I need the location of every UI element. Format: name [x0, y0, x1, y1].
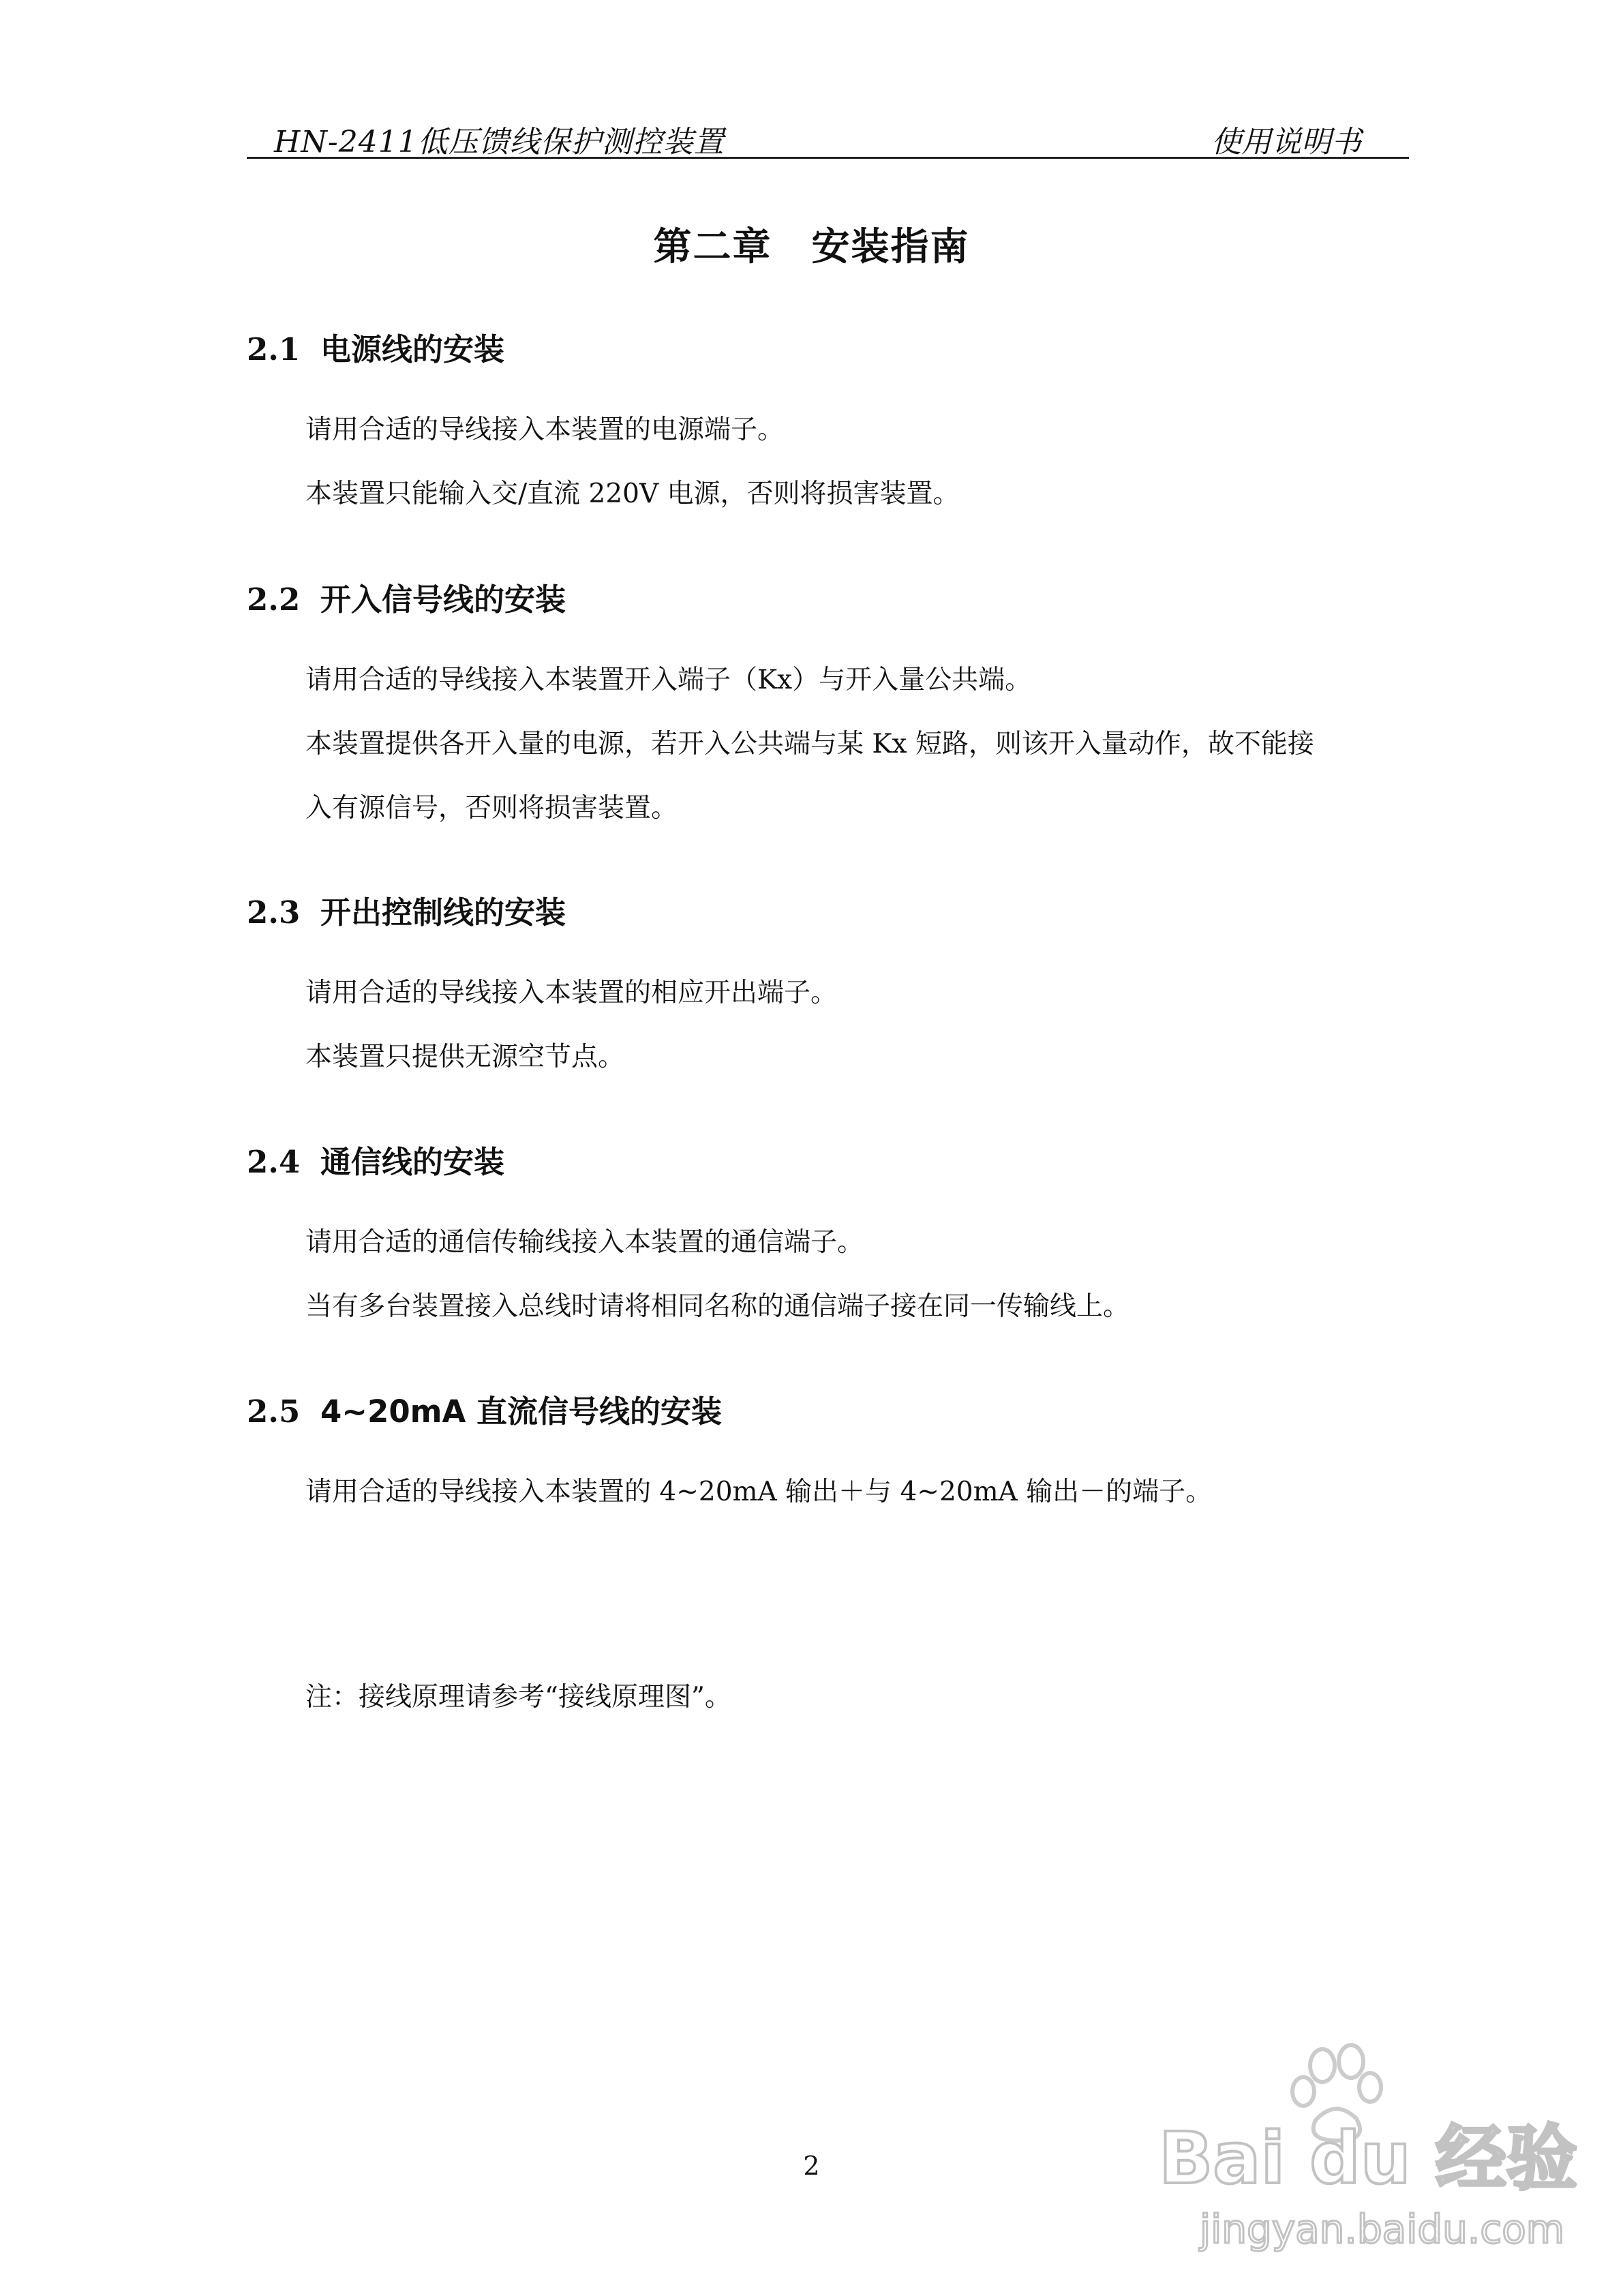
- section-heading: [247, 1142, 1406, 1183]
- section-2-4: [247, 1142, 1406, 1324]
- paragraph: 请用合适的导线接入本装置开入端子（Kx）与开入量公共端。: [305, 665, 1032, 695]
- paragraph: 请用合适的导线接入本装置的 4~20mA 输出＋与 4~20mA 输出－的端子。: [305, 1477, 1213, 1507]
- paragraph-continuation: 入有源信号，否则将损害装置。: [305, 793, 678, 824]
- section-heading: [247, 892, 1406, 933]
- section-title: 4~20mA 直流信号线的安装: [320, 1393, 723, 1430]
- section-number: 2.2: [247, 581, 301, 618]
- section-heading: [247, 329, 1406, 370]
- section-number: 2.3: [247, 894, 301, 931]
- watermark-logo: Bai du 经验: [1159, 2117, 1577, 2200]
- section-2-2: [247, 579, 1406, 826]
- document-type: 使用说明书: [1211, 125, 1361, 160]
- section-title: 电源线的安装: [320, 331, 505, 367]
- paragraph: 请用合适的导线接入本装置的电源端子。: [305, 414, 785, 445]
- section-number: 2.5: [247, 1393, 301, 1430]
- paragraph: 请用合适的导线接入本装置的相应开出端子。: [305, 978, 838, 1008]
- note: 注：接线原理请参考“接线原理图”。: [305, 1682, 731, 1712]
- paragraph: 本装置提供各开入量的电源，若开入公共端与某 Kx 短路，则该开入量动作，故不能接: [305, 729, 1314, 759]
- section-number: 2.4: [247, 1144, 301, 1180]
- paragraph: 请用合适的通信传输线接入本装置的通信端子。: [305, 1227, 864, 1258]
- section-heading: [247, 579, 1406, 620]
- section-2-3: [247, 892, 1406, 1074]
- chapter-title: 第二章 安装指南: [653, 225, 970, 269]
- section-2-5: [247, 1391, 1406, 1509]
- page-number: 2: [803, 2151, 820, 2181]
- section-heading: [247, 1391, 1406, 1432]
- section-title: 通信线的安装: [320, 1144, 505, 1180]
- section-number: 2.1: [247, 331, 301, 367]
- document-title: HN-2411低压馈线保护测控装置: [274, 125, 725, 160]
- paragraph: 当有多台装置接入总线时请将相同名称的通信端子接在同一传输线上。: [305, 1291, 1130, 1322]
- watermark-url: jingyan.baidu.com: [1200, 2206, 1565, 2252]
- section-2-1: [247, 329, 1406, 511]
- page-header: [247, 115, 1409, 159]
- section-title: 开入信号线的安装: [320, 581, 566, 618]
- paragraph: 本装置只能输入交/直流 220V 电源，否则将损害装置。: [305, 479, 960, 509]
- section-title: 开出控制线的安装: [320, 894, 566, 931]
- paragraph: 本装置只提供无源空节点。: [305, 1042, 625, 1072]
- baidu-jingyan-watermark: [1152, 2038, 1588, 2263]
